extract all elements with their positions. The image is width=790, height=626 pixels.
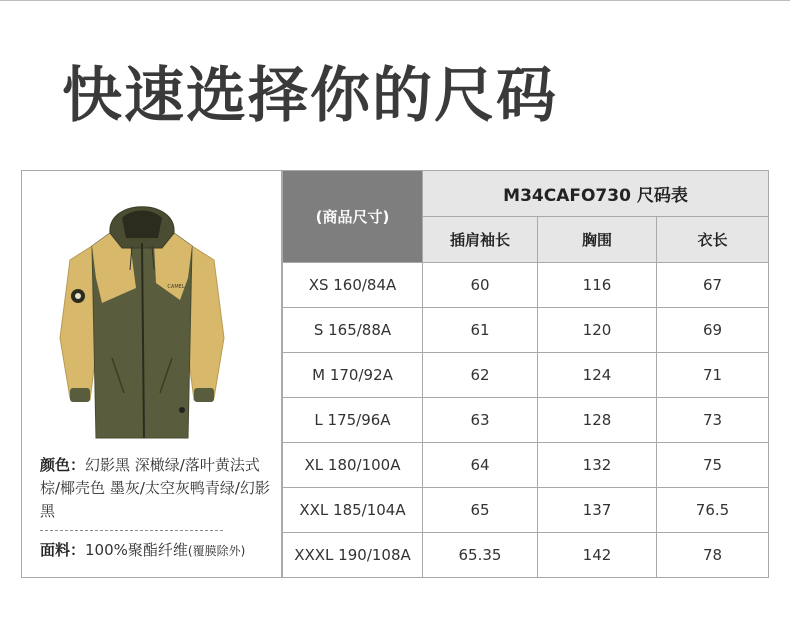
jacket-left-cuff: [70, 388, 90, 402]
table-row: [283, 353, 769, 398]
length-cell: 67: [657, 263, 769, 308]
table-row: [283, 398, 769, 443]
dashed-divider: [40, 530, 223, 531]
size-cell: L 175/96A: [283, 398, 423, 443]
page-title: 快速选择你的尺码: [62, 61, 558, 131]
table-row: [283, 488, 769, 533]
table-row: [283, 443, 769, 488]
chest-logo: CAMEL: [167, 284, 185, 290]
sleeve-cell: 64: [423, 443, 538, 488]
jacket-right-cuff: [194, 388, 214, 402]
size-cell: M 170/92A: [283, 353, 423, 398]
table-row: [283, 533, 769, 578]
length-cell: 76.5: [657, 488, 769, 533]
size-column-header: (商品尺寸): [283, 171, 423, 263]
chest-cell: 124: [538, 353, 657, 398]
color-info: [40, 454, 276, 523]
sleeve-cell: 62: [423, 353, 538, 398]
length-cell: 78: [657, 533, 769, 578]
sleeve-cell: 60: [423, 263, 538, 308]
sleeve-cell: 63: [423, 398, 538, 443]
jacket-image: [52, 188, 232, 443]
length-cell: 69: [657, 308, 769, 353]
fabric-note: (覆膜除外): [187, 544, 246, 558]
length-cell: 73: [657, 398, 769, 443]
size-cell: S 165/88A: [283, 308, 423, 353]
size-cell: XXXL 190/108A: [283, 533, 423, 578]
column-header-chest: 胸围: [538, 217, 657, 263]
chest-cell: 137: [538, 488, 657, 533]
chest-cell: 142: [538, 533, 657, 578]
size-cell: XL 180/100A: [283, 443, 423, 488]
size-cell: XS 160/84A: [283, 263, 423, 308]
sleeve-cell: 65: [423, 488, 538, 533]
color-text: 幻影黑 深橄绿/落叶黄法式棕/椰壳色 墨灰/太空灰鸭青绿/幻影黑: [40, 456, 270, 520]
fabric-info: [40, 538, 280, 563]
chest-cell: 132: [538, 443, 657, 488]
column-header-sleeve: 插肩袖长: [423, 217, 538, 263]
chest-cell: 116: [538, 263, 657, 308]
sleeve-cell: 65.35: [423, 533, 538, 578]
column-header-length: 衣长: [657, 217, 769, 263]
sleeve-cell: 61: [423, 308, 538, 353]
chest-cell: 120: [538, 308, 657, 353]
chart-title: M34CAFO730 尺码表: [423, 171, 769, 217]
length-cell: 75: [657, 443, 769, 488]
table-row: [283, 263, 769, 308]
size-cell: XXL 185/104A: [283, 488, 423, 533]
color-label: 颜色：: [40, 456, 86, 474]
fabric-label: 面料：: [40, 541, 86, 559]
length-cell: 71: [657, 353, 769, 398]
size-table: [282, 170, 769, 578]
fabric-text: 100%聚酯纤维: [85, 541, 188, 559]
chest-cell: 128: [538, 398, 657, 443]
top-divider: [0, 0, 790, 1]
table-row: [283, 308, 769, 353]
